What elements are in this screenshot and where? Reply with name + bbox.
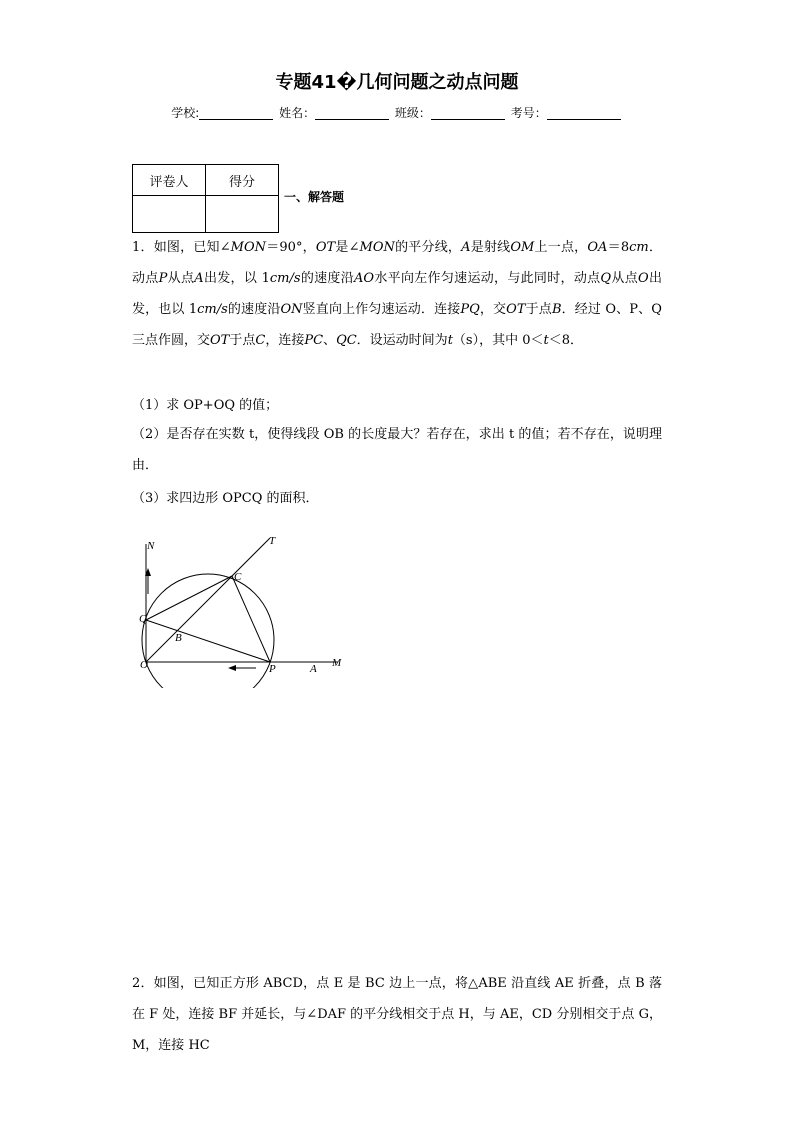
score-cell xyxy=(206,196,279,233)
p-arrow-head xyxy=(228,665,236,671)
label-b: B xyxy=(175,632,182,644)
name-blank[interactable] xyxy=(315,106,389,120)
label-c: C xyxy=(234,571,242,583)
label-o: O xyxy=(140,659,148,671)
question-1-part-3: （3）求四边形 OPCQ 的面积． xyxy=(132,491,319,506)
class-label: 班级： xyxy=(394,106,431,120)
label-p: P xyxy=(269,663,276,675)
exam-number-blank[interactable] xyxy=(547,106,621,120)
question-1-part-2: （2）是否存在实数 t，使得线段 OB 的长度最大？若存在，求出 t 的值；若不存在，说明理由． xyxy=(132,427,662,473)
question-1-stem: 1．如图，已知∠MON＝90°，OT是∠MON的平分线，A是射线OM上一点，OA＝8cm．动点P从点A出发，以 1cm/s的速度沿AO水平向左作匀速运动，与此同时，动点Q从点O出发，也以 1cm/s的速度沿ON竖直向上作匀速运动．连接PQ，交OT于点B．经过 O、P、Q 三点作圆，交OT于点C，连接PC、QC．设运动时间为t（s），其中 0＜t＜8． xyxy=(132,240,662,348)
school-label: 学校: xyxy=(171,106,200,120)
label-m: M xyxy=(332,657,342,669)
segment-pq xyxy=(146,620,270,662)
circle-opq xyxy=(142,574,274,688)
score-table xyxy=(132,164,279,233)
score-header: 得分 xyxy=(206,165,279,196)
ray-ot xyxy=(146,538,270,662)
grader-header: 评卷人 xyxy=(133,165,206,196)
geometry-figure xyxy=(128,528,358,688)
question-2-stem: 2．如图，已知正方形 ABCD，点 E 是 BC 边上一点，将△ABE 沿直线 AE 折叠，点 B 落在 F 处，连接 BF 并延长，与∠DAF 的平分线相交于点 H，与 AE，CD 分别相交于点 G，M，连接 HC xyxy=(132,976,662,1053)
school-blank[interactable] xyxy=(199,106,273,120)
label-q: Q xyxy=(139,613,147,625)
question-1-part-1: （1）求 OP+OQ 的值； xyxy=(132,398,279,413)
student-info-line xyxy=(0,104,794,121)
exam-number-label: 考号： xyxy=(510,106,547,120)
label-t: T xyxy=(269,535,276,547)
label-n: N xyxy=(147,540,155,552)
segment-qc xyxy=(146,576,232,620)
label-a: A xyxy=(310,663,317,675)
name-label: 姓名： xyxy=(279,106,316,120)
segment-pc xyxy=(232,576,270,662)
section-heading: 一、解答题 xyxy=(284,190,345,204)
document-title: 专题41�几何问题之动点问题 xyxy=(275,72,519,93)
grader-cell xyxy=(133,196,206,233)
class-blank[interactable] xyxy=(431,106,505,120)
